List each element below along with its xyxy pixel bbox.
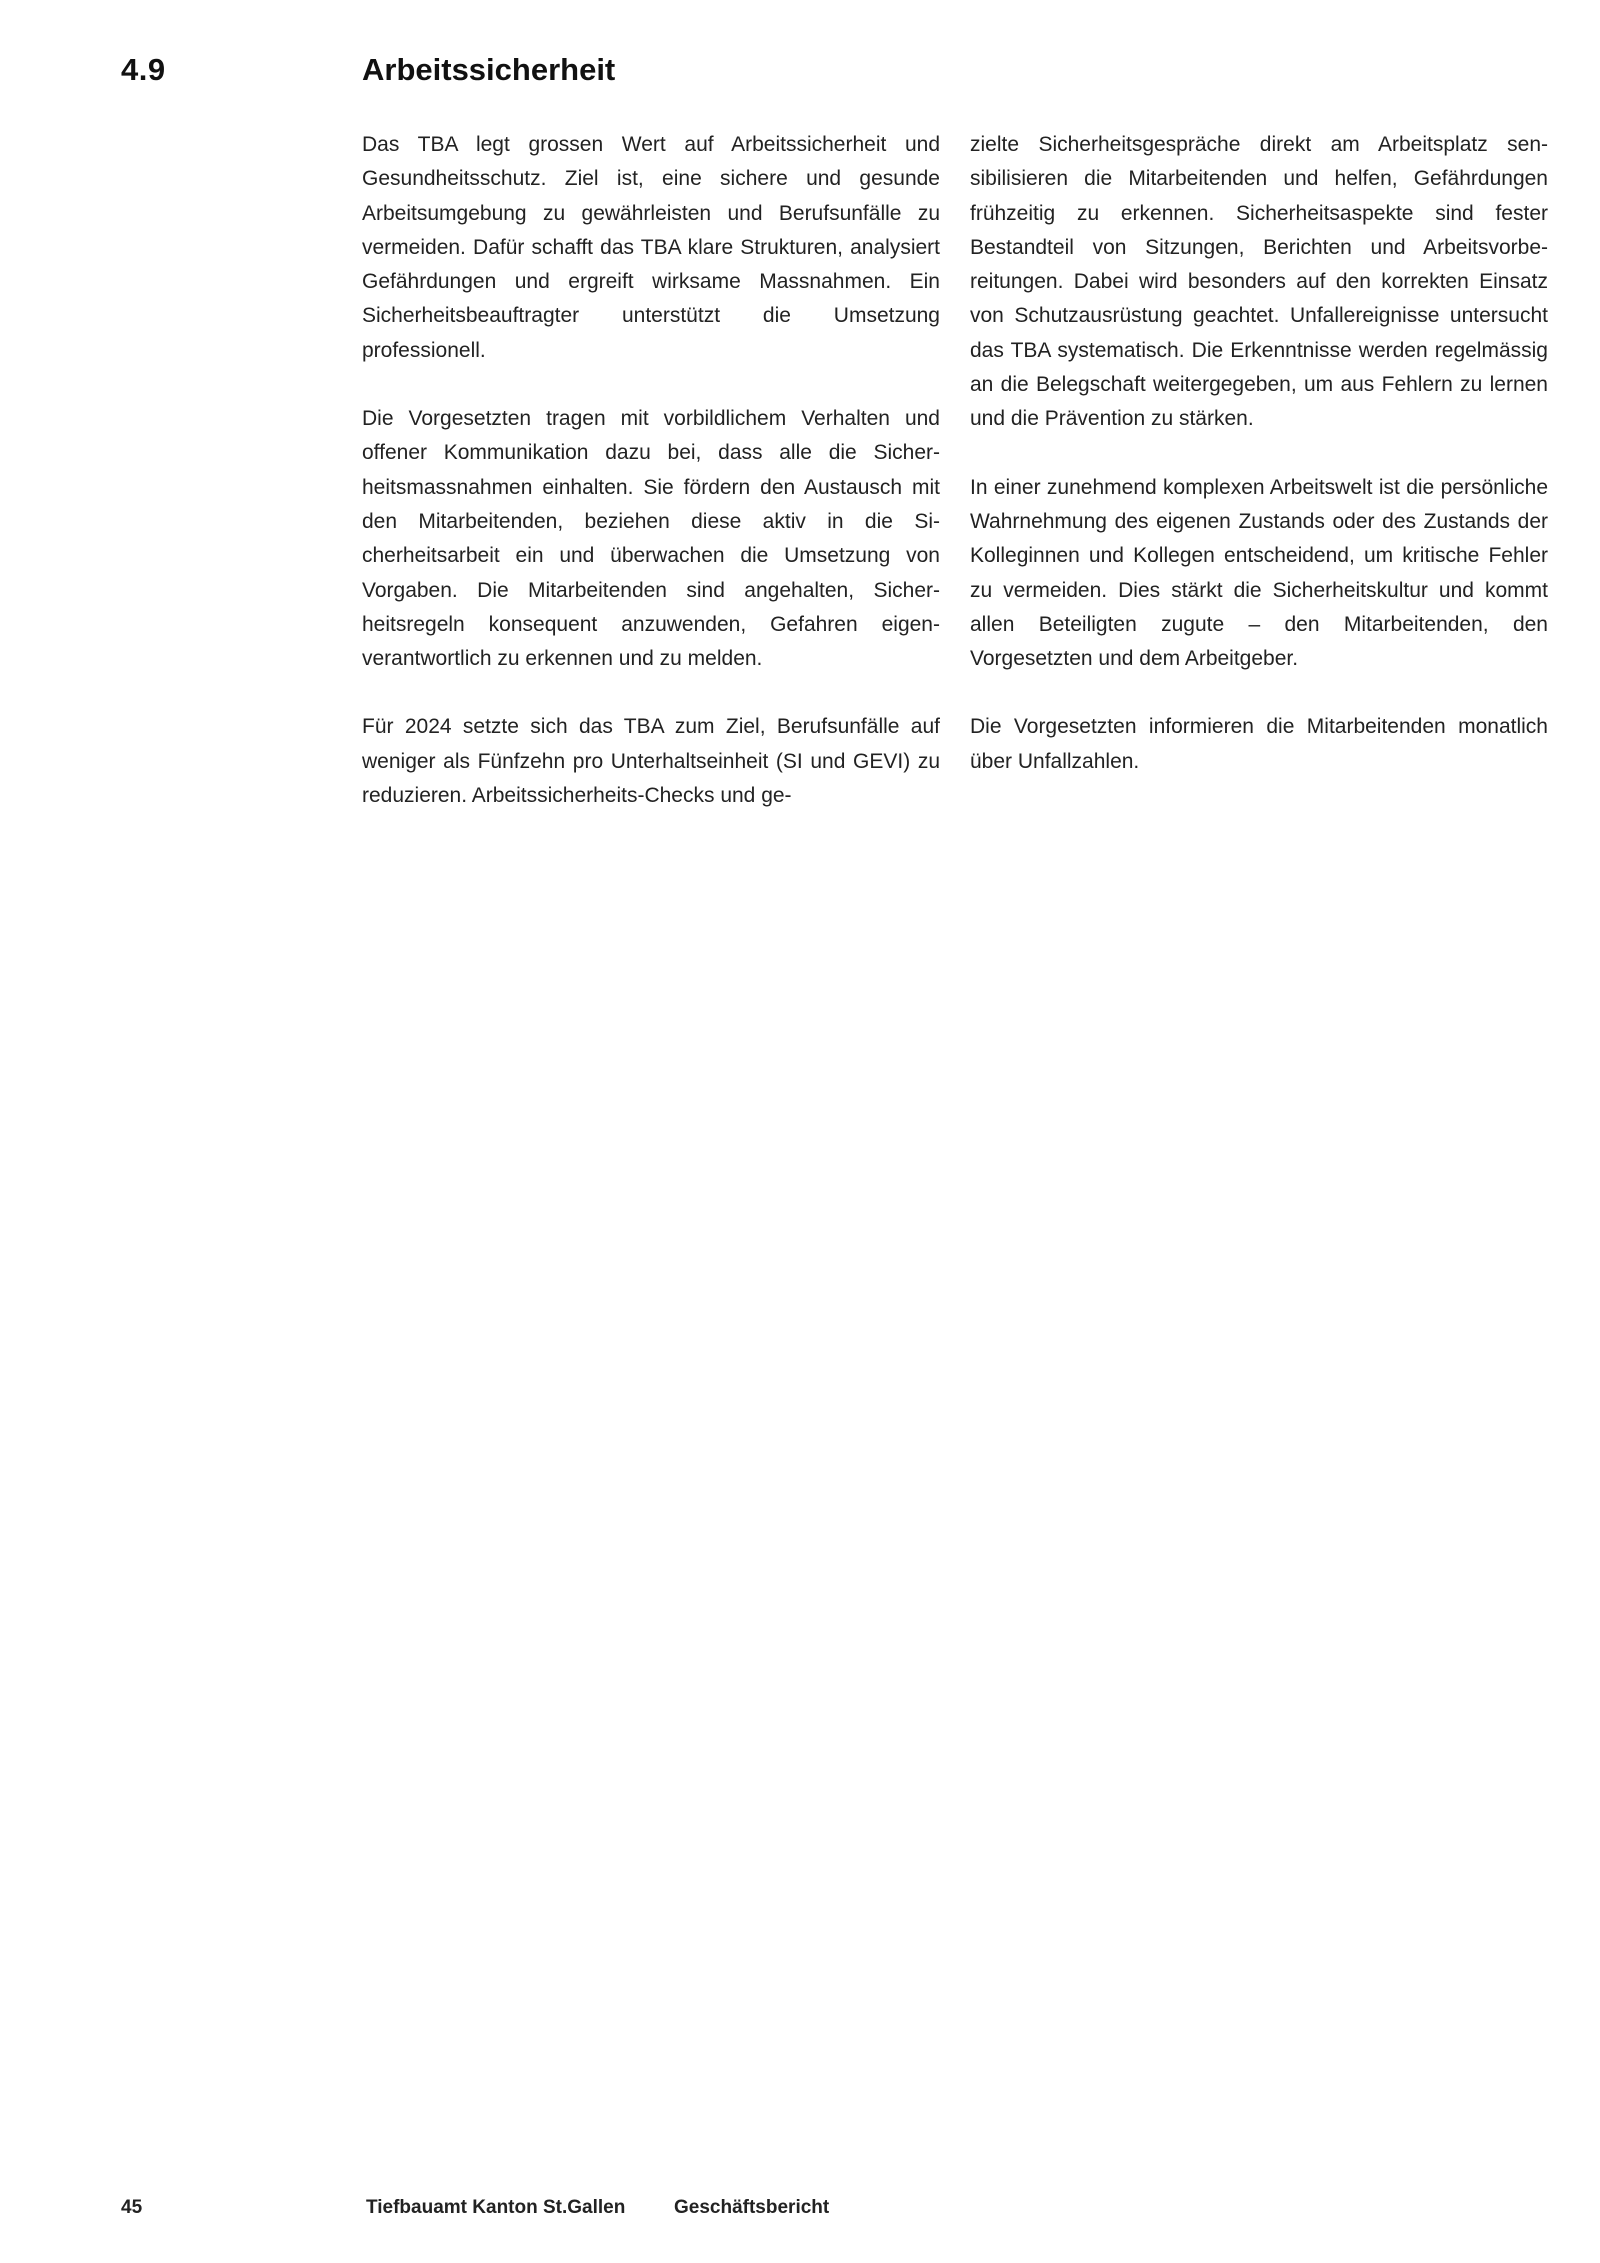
left-column (362, 128, 940, 847)
paragraph-goals-part1: Für 2024 setzte sich das TBA zum Ziel, Berufsunfälle auf weniger als Fünfzehn pro Unterhaltseinheit (SI und GEVI) zu reduzieren. Arbeitssicherheits-Checks und ge- (362, 715, 940, 808)
paragraph-supervisors: Die Vorgesetzten tragen mit vorbildlichem Verhalten und offener Kommunikation dazu bei, dass alle die Sicherheitsmassnahmen einhalten. Sie fördern den Austausch mit den Mitarbeitenden, beziehen diese aktiv in die Sicherheitsarbeit ein und überwachen die Umsetzung von Vorgaben. Die Mitarbeitenden sind angehalten, Sicherheitsregeln konsequent anzuwenden, Gefahren eigenverantwortlich zu erkennen und zu melden. (362, 407, 940, 671)
paragraph-intro: Das TBA legt grossen Wert auf Arbeitssicherheit und Gesundheitsschutz. Ziel ist, eine sichere und gesunde Arbeitsumgebung zu gewährleisten und Berufsunfälle zu vermeiden. Dafür schafft das TBA klare Strukturen, analysiert Gefährdungen und ergreift wirksame Massnahmen. Ein Sicherheitsbeauftragter unterstützt die Umsetzung professionell. (362, 133, 940, 362)
right-column (970, 128, 1548, 847)
section-title: Arbeitssicherheit (362, 52, 616, 87)
section-number: 4.9 (121, 52, 166, 87)
footer-organization: Tiefbauamt Kanton St.Gallen (366, 2197, 626, 2218)
footer-document-title: Geschäftsbericht (674, 2197, 830, 2218)
paragraph-goals-part2: zielte Sicherheitsgespräche direkt am Arbeitsplatz sensibilisieren die Mitarbeitenden und helfen, Gefährdungen frühzeitig zu erkennen. Sicherheitsaspekte sind fester Bestandteil von Sitzungen, Berichten und Arbeitsvorbereitungen. Dabei wird besonders auf den korrekten Einsatz von Schutzausrüstung geachtet. Unfallereignisse untersucht das TBA systematisch. Die Erkenntnisse werden regelmässig an die Belegschaft weitergegeben, um aus Fehlern zu lernen und die Prävention zu stärken. (970, 133, 1548, 431)
body-columns (362, 128, 1548, 847)
paragraph-awareness: In einer zunehmend komplexen Arbeitswelt ist die persönliche Wahrnehmung des eigenen Zustands oder des Zustands der Kolleginnen und Kollegen entscheidend, um kritische Fehler zu vermeiden. Dies stärkt die Sicherheitskultur und kommt allen Beteiligten zugute – den Mitarbeitenden, den Vorgesetzten und dem Arbeitgeber. (970, 475, 1548, 671)
paragraph-monthly-info: Die Vorgesetzten informieren die Mitarbeitenden monatlich über Unfallzahlen. (970, 715, 1548, 773)
page-number: 45 (121, 2197, 143, 2218)
